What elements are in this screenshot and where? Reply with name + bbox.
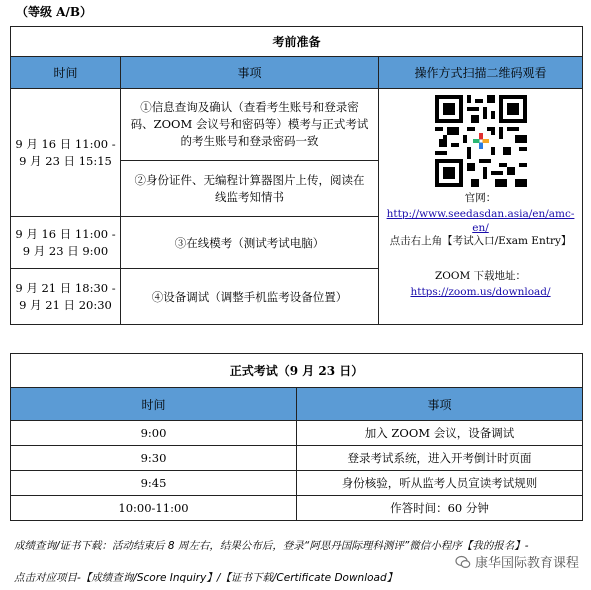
watermark	[455, 552, 579, 571]
zoom-link[interactable]: https://zoom.us/download/	[410, 286, 551, 298]
prep-row1-item1: ①信息查询及确认（查看考生账号和登录密码、ZOOM 会议号和密码等）模考与正式考试的考生账号和登录密码一致	[121, 89, 379, 161]
prep-title: 考前准备	[11, 27, 583, 57]
prep-header-operation: 操作方式扫描二维码观看	[379, 57, 583, 89]
note-line-2: 点击对应项目-【成绩查询/Score Inquiry】/【证书下载/Certificate Download】	[14, 572, 398, 584]
exam-table	[10, 353, 583, 521]
prep-row3-item: ④设备调试（调整手机监考设备位置）	[121, 269, 379, 325]
site-link[interactable]: http://www.seedasdan.asia/en/amc-en/	[386, 208, 575, 234]
exam-row-item: 作答时间：60 分钟	[297, 496, 583, 521]
entry-text: 点击右上角【考试入口/Exam Entry】	[389, 235, 572, 247]
prep-row2-item: ③在线模考（测试考试电脑）	[121, 217, 379, 269]
exam-row-time: 9:45	[11, 471, 297, 496]
operation-cell	[379, 89, 583, 325]
watermark-text: 康华国际教育课程	[474, 556, 579, 571]
prep-table	[10, 26, 583, 325]
prep-header-time: 时间	[11, 57, 121, 89]
exam-header-item: 事项	[297, 388, 583, 421]
prep-row3-time: 9 月 21 日 18:30 - 9 月 21 日 20:30	[11, 269, 121, 325]
exam-row-time: 9:00	[11, 421, 297, 446]
wechat-icon	[455, 554, 471, 570]
prep-row2-time: 9 月 16 日 11:00 - 9 月 23 日 9:00	[11, 217, 121, 269]
zoom-label: ZOOM 下载地址：	[434, 270, 527, 282]
prep-row1-item2: ②身份证件、无编程计算器图片上传，阅读在线监考知情书	[121, 161, 379, 217]
prep-row1-time: 9 月 16 日 11:00 - 9 月 23 日 15:15	[11, 89, 121, 217]
exam-row-item: 身份核验，听从监考人员宣读考试规则	[297, 471, 583, 496]
exam-row-time: 9:30	[11, 446, 297, 471]
exam-title: 正式考试（9 月 23 日）	[11, 354, 583, 388]
exam-header-time: 时间	[11, 388, 297, 421]
note-line-1: 成绩查询/证书下载：活动结束后 8 周左右，结果公布后，登录“阿思丹国际理科测评”微信小程序【我的报名】-	[14, 540, 529, 552]
prep-header-item: 事项	[121, 57, 379, 89]
exam-row-item: 加入 ZOOM 会议，设备调试	[297, 421, 583, 446]
level-label: （等级 A/B）	[16, 5, 93, 19]
site-label: 官网：	[464, 192, 497, 204]
exam-row-time: 10:00-11:00	[11, 496, 297, 521]
exam-row-item: 登录考试系统，进入开考倒计时页面	[297, 446, 583, 471]
qr-code	[435, 95, 527, 187]
